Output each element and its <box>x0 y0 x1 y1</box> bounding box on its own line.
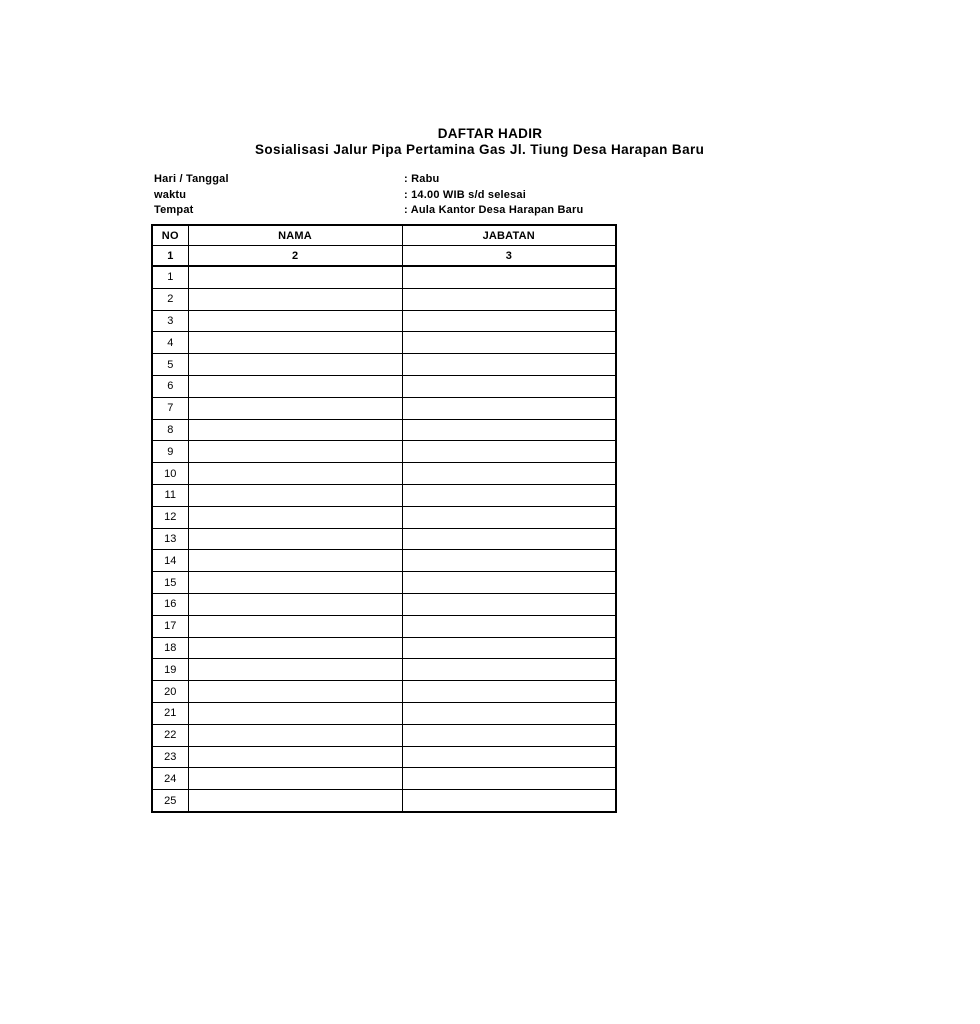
row-number: 1 <box>152 266 188 288</box>
info-label: waktu <box>154 188 187 201</box>
position-cell[interactable] <box>402 659 616 681</box>
subtitle-clip <box>150 142 705 162</box>
name-cell[interactable] <box>188 506 402 528</box>
row-number: 9 <box>152 441 188 463</box>
row-number: 24 <box>152 768 188 790</box>
column-number: 1 <box>152 246 188 267</box>
table-row <box>152 637 616 659</box>
name-cell[interactable] <box>188 288 402 310</box>
row-number: 22 <box>152 724 188 746</box>
table-row <box>152 397 616 419</box>
info-label: Tempat <box>154 204 194 216</box>
table-body <box>152 246 616 812</box>
row-number: 19 <box>152 659 188 681</box>
info-value: : Aula Kantor Desa Harapan Baru <box>404 204 584 216</box>
name-cell[interactable] <box>188 746 402 768</box>
table-row <box>152 375 616 397</box>
position-cell[interactable] <box>402 441 616 463</box>
position-cell[interactable] <box>402 724 616 746</box>
position-cell[interactable] <box>402 572 616 594</box>
table-row <box>152 768 616 790</box>
row-number: 8 <box>152 419 188 441</box>
table-row <box>152 310 616 332</box>
row-number: 20 <box>152 681 188 703</box>
name-cell[interactable] <box>188 550 402 572</box>
table-row <box>152 288 616 310</box>
name-cell[interactable] <box>188 484 402 506</box>
table-row <box>152 506 616 528</box>
table-row <box>152 746 616 768</box>
table-row <box>152 441 616 463</box>
name-cell[interactable] <box>188 572 402 594</box>
name-cell[interactable] <box>188 332 402 354</box>
row-number: 10 <box>152 463 188 485</box>
name-cell[interactable] <box>188 419 402 441</box>
position-cell[interactable] <box>402 615 616 637</box>
table-row <box>152 615 616 637</box>
row-number: 11 <box>152 484 188 506</box>
position-cell[interactable] <box>402 310 616 332</box>
position-cell[interactable] <box>402 332 616 354</box>
name-cell[interactable] <box>188 397 402 419</box>
row-number: 5 <box>152 354 188 376</box>
header-jabatan: JABATAN <box>402 225 616 246</box>
position-cell[interactable] <box>402 790 616 812</box>
position-cell[interactable] <box>402 528 616 550</box>
table-row <box>152 593 616 615</box>
info-label: Hari / Tanggal <box>154 173 229 185</box>
row-number: 4 <box>152 332 188 354</box>
position-cell[interactable] <box>402 681 616 703</box>
info-row-day <box>154 172 624 188</box>
position-cell[interactable] <box>402 702 616 724</box>
name-cell[interactable] <box>188 441 402 463</box>
table-row <box>152 550 616 572</box>
table-row <box>152 681 616 703</box>
name-cell[interactable] <box>188 615 402 637</box>
position-cell[interactable] <box>402 463 616 485</box>
table-row <box>152 659 616 681</box>
row-number: 12 <box>152 506 188 528</box>
name-cell[interactable] <box>188 702 402 724</box>
header-no: NO <box>152 225 188 246</box>
info-row-time <box>154 188 624 204</box>
position-cell[interactable] <box>402 768 616 790</box>
info-value: : Rabu <box>404 173 440 185</box>
name-cell[interactable] <box>188 375 402 397</box>
position-cell[interactable] <box>402 746 616 768</box>
row-number: 18 <box>152 637 188 659</box>
table-row <box>152 266 616 288</box>
row-number: 21 <box>152 702 188 724</box>
row-number: 13 <box>152 528 188 550</box>
row-number: 6 <box>152 375 188 397</box>
position-cell[interactable] <box>402 593 616 615</box>
row-number: 7 <box>152 397 188 419</box>
name-cell[interactable] <box>188 768 402 790</box>
table-row <box>152 528 616 550</box>
row-number: 23 <box>152 746 188 768</box>
row-number: 16 <box>152 593 188 615</box>
attendance-table <box>151 224 617 813</box>
name-cell[interactable] <box>188 593 402 615</box>
name-cell[interactable] <box>188 790 402 812</box>
name-cell[interactable] <box>188 354 402 376</box>
info-row-place <box>154 203 624 219</box>
row-number: 14 <box>152 550 188 572</box>
name-cell[interactable] <box>188 659 402 681</box>
table-row <box>152 463 616 485</box>
table-row <box>152 724 616 746</box>
position-cell[interactable] <box>402 288 616 310</box>
position-cell[interactable] <box>402 354 616 376</box>
name-cell[interactable] <box>188 724 402 746</box>
row-number: 15 <box>152 572 188 594</box>
position-cell[interactable] <box>402 637 616 659</box>
position-cell[interactable] <box>402 506 616 528</box>
name-cell[interactable] <box>188 681 402 703</box>
column-number-row <box>152 246 616 267</box>
position-cell[interactable] <box>402 419 616 441</box>
row-number: 17 <box>152 615 188 637</box>
table-row <box>152 702 616 724</box>
info-value: : 14.00 WIB s/d selesai <box>404 188 526 201</box>
position-cell[interactable] <box>402 266 616 288</box>
document-title: DAFTAR HADIR <box>437 126 543 141</box>
position-cell[interactable] <box>402 375 616 397</box>
name-cell[interactable] <box>188 463 402 485</box>
position-cell[interactable] <box>402 484 616 506</box>
name-cell[interactable] <box>188 266 402 288</box>
column-number: 2 <box>188 246 402 267</box>
table-row <box>152 419 616 441</box>
table-row <box>152 790 616 812</box>
table-header-row <box>152 225 616 246</box>
row-number: 25 <box>152 790 188 812</box>
position-cell[interactable] <box>402 550 616 572</box>
row-number: 2 <box>152 288 188 310</box>
name-cell[interactable] <box>188 637 402 659</box>
document-subtitle: Sosialisasi Jalur Pipa Pertamina Gas Jl. Tiung Desa Harapan Baru <box>255 142 705 157</box>
header-nama: NAMA <box>188 225 402 246</box>
table-row <box>152 484 616 506</box>
name-cell[interactable] <box>188 310 402 332</box>
table-row <box>152 332 616 354</box>
event-info <box>154 172 624 219</box>
position-cell[interactable] <box>402 397 616 419</box>
row-number: 3 <box>152 310 188 332</box>
table-row <box>152 572 616 594</box>
name-cell[interactable] <box>188 528 402 550</box>
table-row <box>152 354 616 376</box>
column-number: 3 <box>402 246 616 267</box>
